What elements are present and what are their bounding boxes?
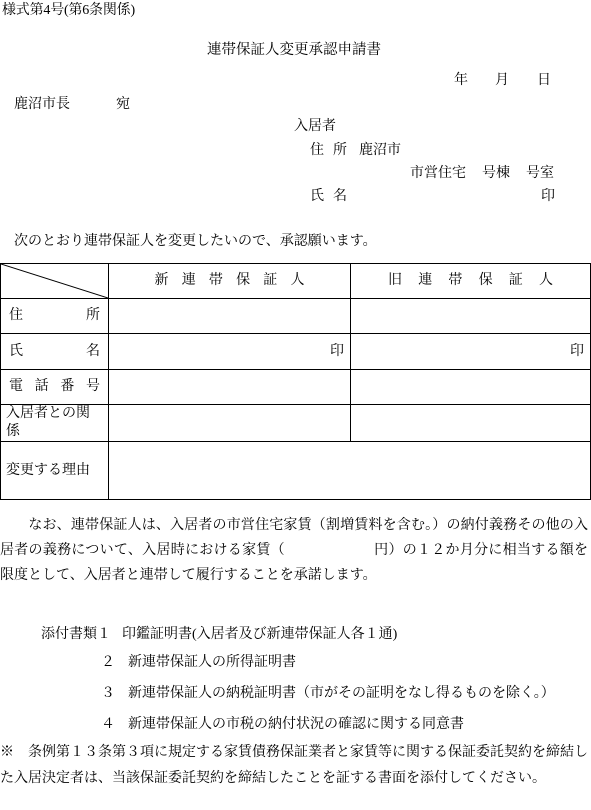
- date-line: [454, 72, 551, 90]
- attachments-label: 添付書類１: [41, 627, 111, 642]
- addressee-name: 鹿沼市長: [14, 97, 70, 112]
- attachment-text: 新連帯保証人の市税の納付状況の確認に関する同意書: [128, 717, 464, 732]
- old-address-cell: [351, 299, 591, 334]
- table-row: [1, 405, 591, 442]
- building-label: 号棟: [482, 166, 510, 181]
- room-label: 号室: [526, 166, 554, 181]
- old-phone-cell: [351, 370, 591, 405]
- row-label-relationship: 入居者との関係: [1, 405, 109, 442]
- row-label-phone: 電話番号: [1, 370, 109, 405]
- row-label-reason: 変更する理由: [1, 442, 109, 500]
- table-row: [1, 370, 591, 405]
- addressee-honorific: 宛: [116, 97, 130, 112]
- consent-text-1: なお、連帯保証人は、入居者の市営住宅家賃（割増賃料を含む。）の納付義務その他の入居者の義務について、入居時における家賃（: [0, 518, 588, 558]
- consent-paragraph: [0, 513, 588, 588]
- note-paragraph: ※ 条例第１３条第３項に規定する家賃債務保証業者と家賃等に関する保証委託契約を締結した入居決定者は、当該保証委託契約を締結したことを証する書面を添付してください。: [0, 745, 588, 786]
- document-title: 連帯保証人変更承認申請書: [207, 42, 381, 58]
- row-label-name: 氏名: [1, 334, 109, 370]
- applicant-seal-mark: 印: [541, 189, 555, 204]
- attachment-item-2: [101, 654, 296, 672]
- old-name-cell: [351, 334, 591, 370]
- date-year-label: 年: [454, 73, 468, 88]
- address-value: 鹿沼市: [359, 143, 401, 158]
- attachment-number: ２: [101, 655, 115, 670]
- consent-text-2: 円）の１２か月分に相当する額を限度として、入居者と連帯して履行することを承諾します。: [0, 543, 588, 583]
- table-header-row: [1, 264, 591, 299]
- new-phone-cell: [109, 370, 351, 405]
- reason-cell: [109, 442, 591, 500]
- diagonal-line: [1, 264, 108, 298]
- attachment-number: ３: [101, 686, 115, 701]
- applicant-housing-row: [410, 165, 554, 183]
- attachment-item-4: [101, 716, 464, 734]
- attachment-number: ４: [101, 717, 115, 732]
- new-name-cell: [109, 334, 351, 370]
- row-label-address: 住所: [1, 299, 109, 334]
- applicant-label: 入居者: [294, 119, 336, 134]
- form-number: 様式第4号(第6条関係): [2, 3, 135, 18]
- addressee: [14, 96, 130, 114]
- date-day-label: 日: [537, 73, 551, 88]
- old-guarantor-header: 旧連帯保証人: [351, 264, 591, 299]
- seal-mark: 印: [570, 343, 584, 359]
- applicant-name-row: [310, 188, 555, 206]
- table-row: [1, 299, 591, 334]
- housing-label: 市営住宅: [410, 166, 466, 181]
- seal-mark: 印: [330, 343, 344, 359]
- old-relationship-cell: [351, 405, 591, 442]
- attachment-item-3: [101, 685, 555, 703]
- diagonal-corner-cell: [1, 264, 109, 299]
- name-label-2: 名: [333, 189, 347, 204]
- attachment-text: 新連帯保証人の納税証明書（市がその証明をなし得るものを除く。）: [128, 686, 555, 701]
- guarantor-table: [0, 263, 591, 500]
- new-address-cell: [109, 299, 351, 334]
- applicant-address-row: [310, 142, 401, 160]
- new-relationship-cell: [109, 405, 351, 442]
- table-row: [1, 442, 591, 500]
- name-label-1: 氏: [310, 189, 324, 204]
- attachment-text: 印鑑証明書(入居者及び新連帯保証人各１通): [122, 627, 398, 642]
- address-label-2: 所: [333, 143, 347, 158]
- table-row: [1, 334, 591, 370]
- attachment-item-1: [41, 626, 397, 644]
- date-month-label: 月: [495, 73, 509, 88]
- attachment-text: 新連帯保証人の所得証明書: [128, 655, 296, 670]
- address-label-1: 住: [310, 143, 324, 158]
- request-text: 次のとおり連帯保証人を変更したいので、承認願います。: [14, 234, 377, 249]
- new-guarantor-header: 新連帯保証人: [109, 264, 351, 299]
